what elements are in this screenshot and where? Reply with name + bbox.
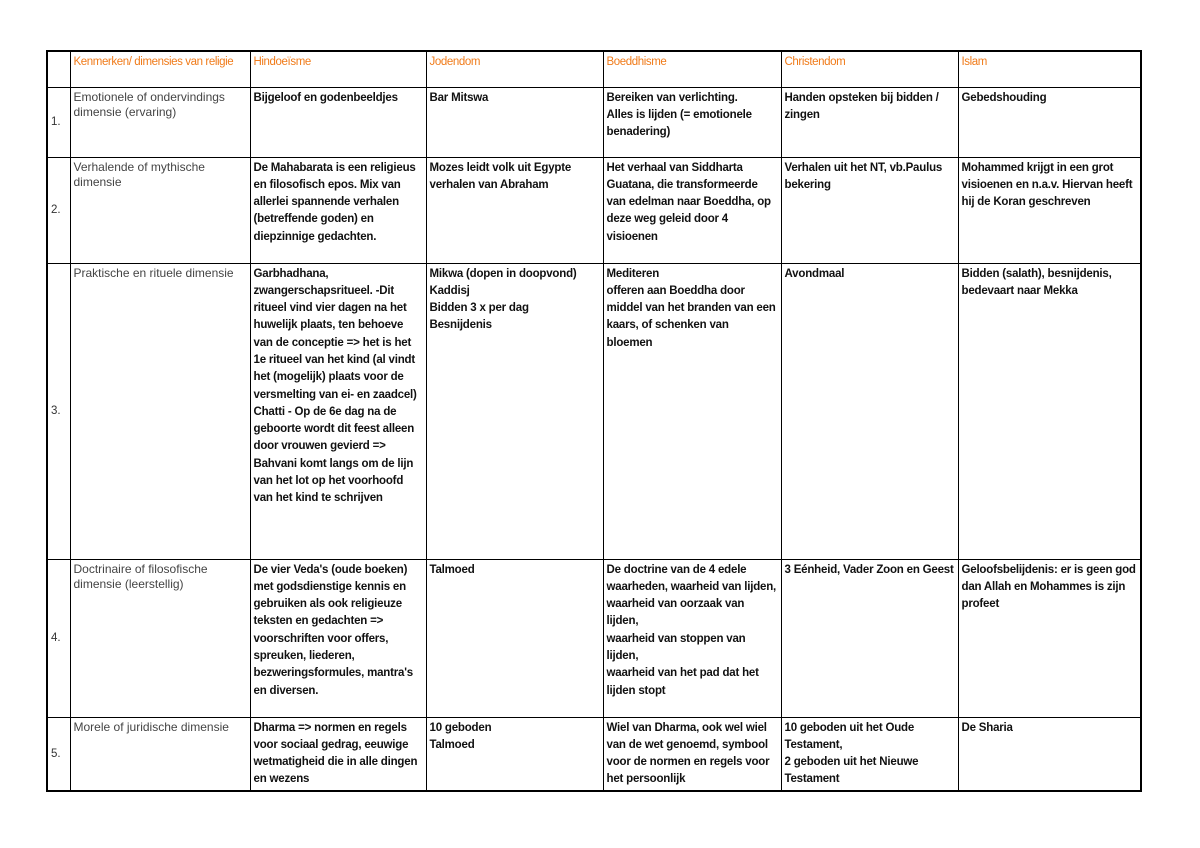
cell-hindoeisme: Garbhadhana, zwangerschapsritueel. -Dit ritueel vind vier dagen na het huwelijk plaats, ten behoeve van de conceptie => het is het 1e ritueel van het kind (al vindt het (mogelijk) plaats voor de versmelting van ei- en zaadcel) Chatti - Op de 6e dag na de geboorte wordt dit feest alleen door vrouwen gevierd => Bahvani komt langs om de lijn van het lot op het voorhoofd van het kind te schrijven bbox=[250, 263, 426, 559]
row-number: 3. bbox=[47, 263, 70, 559]
header-hindoeisme: Hindoeïsme bbox=[250, 51, 426, 87]
row-number: 5. bbox=[47, 717, 70, 791]
row-number: 1. bbox=[47, 87, 70, 157]
cell-christendom: 10 geboden uit het Oude Testament, 2 geboden uit het Nieuwe Testament bbox=[781, 717, 958, 791]
header-num bbox=[47, 51, 70, 87]
cell-boeddhisme: Het verhaal van Siddharta Guatana, die transformeerde van edelman naar Boeddha, op deze weg geleid door 4 visioenen bbox=[603, 157, 781, 263]
cell-boeddhisme: Mediteren offeren aan Boeddha door middel van het branden van een kaars, of schenken van bloemen bbox=[603, 263, 781, 559]
cell-islam: Mohammed krijgt in een grot visioenen en n.a.v. Hiervan heeft hij de Koran geschreven bbox=[958, 157, 1141, 263]
cell-christendom: Handen opsteken bij bidden / zingen bbox=[781, 87, 958, 157]
table-row bbox=[47, 263, 1141, 559]
cell-islam: De Sharia bbox=[958, 717, 1141, 791]
table-row bbox=[47, 157, 1141, 263]
cell-christendom: 3 Eénheid, Vader Zoon en Geest bbox=[781, 559, 958, 717]
cell-hindoeisme: Bijgeloof en godenbeeldjes bbox=[250, 87, 426, 157]
cell-islam: Geloofsbelijdenis: er is geen god dan Allah en Mohammes is zijn profeet bbox=[958, 559, 1141, 717]
religion-dimensions-table bbox=[46, 50, 1142, 792]
table-row bbox=[47, 87, 1141, 157]
cell-jodendom: Mozes leidt volk uit Egypte verhalen van Abraham bbox=[426, 157, 603, 263]
table-row bbox=[47, 717, 1141, 791]
header-islam: Islam bbox=[958, 51, 1141, 87]
dimension-label: Emotionele of ondervindings dimensie (ervaring) bbox=[70, 87, 250, 157]
cell-jodendom: 10 geboden Talmoed bbox=[426, 717, 603, 791]
header-christendom: Christendom bbox=[781, 51, 958, 87]
row-number: 4. bbox=[47, 559, 70, 717]
header-dimension: Kenmerken/ dimensies van religie bbox=[70, 51, 250, 87]
cell-boeddhisme: Wiel van Dharma, ook wel wiel van de wet genoemd, symbool voor de normen en regels voor het persoonlijk bbox=[603, 717, 781, 791]
cell-jodendom: Mikwa (dopen in doopvond) Kaddisj Bidden 3 x per dag Besnijdenis bbox=[426, 263, 603, 559]
header-row bbox=[47, 51, 1141, 87]
cell-boeddhisme: Bereiken van verlichting. Alles is lijden (= emotionele benadering) bbox=[603, 87, 781, 157]
header-boeddhisme: Boeddhisme bbox=[603, 51, 781, 87]
dimension-label: Morele of juridische dimensie bbox=[70, 717, 250, 791]
table-row bbox=[47, 559, 1141, 717]
cell-islam: Bidden (salath), besnijdenis, bedevaart naar Mekka bbox=[958, 263, 1141, 559]
cell-islam: Gebedshouding bbox=[958, 87, 1141, 157]
dimension-label: Verhalende of mythische dimensie bbox=[70, 157, 250, 263]
cell-hindoeisme: De vier Veda's (oude boeken) met godsdienstige kennis en gebruiken als ook religieuze teksten en gedachten => voorschriften voor offers, spreuken, liederen, bezweringsformules, mantra's en diversen. bbox=[250, 559, 426, 717]
dimension-label: Praktische en rituele dimensie bbox=[70, 263, 250, 559]
cell-jodendom: Talmoed bbox=[426, 559, 603, 717]
header-jodendom: Jodendom bbox=[426, 51, 603, 87]
dimension-label: Doctrinaire of filosofische dimensie (leerstellig) bbox=[70, 559, 250, 717]
row-number: 2. bbox=[47, 157, 70, 263]
cell-jodendom: Bar Mitswa bbox=[426, 87, 603, 157]
cell-christendom: Avondmaal bbox=[781, 263, 958, 559]
cell-hindoeisme: Dharma => normen en regels voor sociaal gedrag, eeuwige wetmatigheid die in alle dingen en wezens bbox=[250, 717, 426, 791]
cell-boeddhisme: De doctrine van de 4 edele waarheden, waarheid van lijden, waarheid van oorzaak van lijden, waarheid van stoppen van lijden, waarheid van het pad dat het lijden stopt bbox=[603, 559, 781, 717]
cell-hindoeisme: De Mahabarata is een religieus en filosofisch epos. Mix van allerlei spannende verhalen (betreffende goden) en diepzinnige gedachten. bbox=[250, 157, 426, 263]
cell-christendom: Verhalen uit het NT, vb.Paulus bekering bbox=[781, 157, 958, 263]
